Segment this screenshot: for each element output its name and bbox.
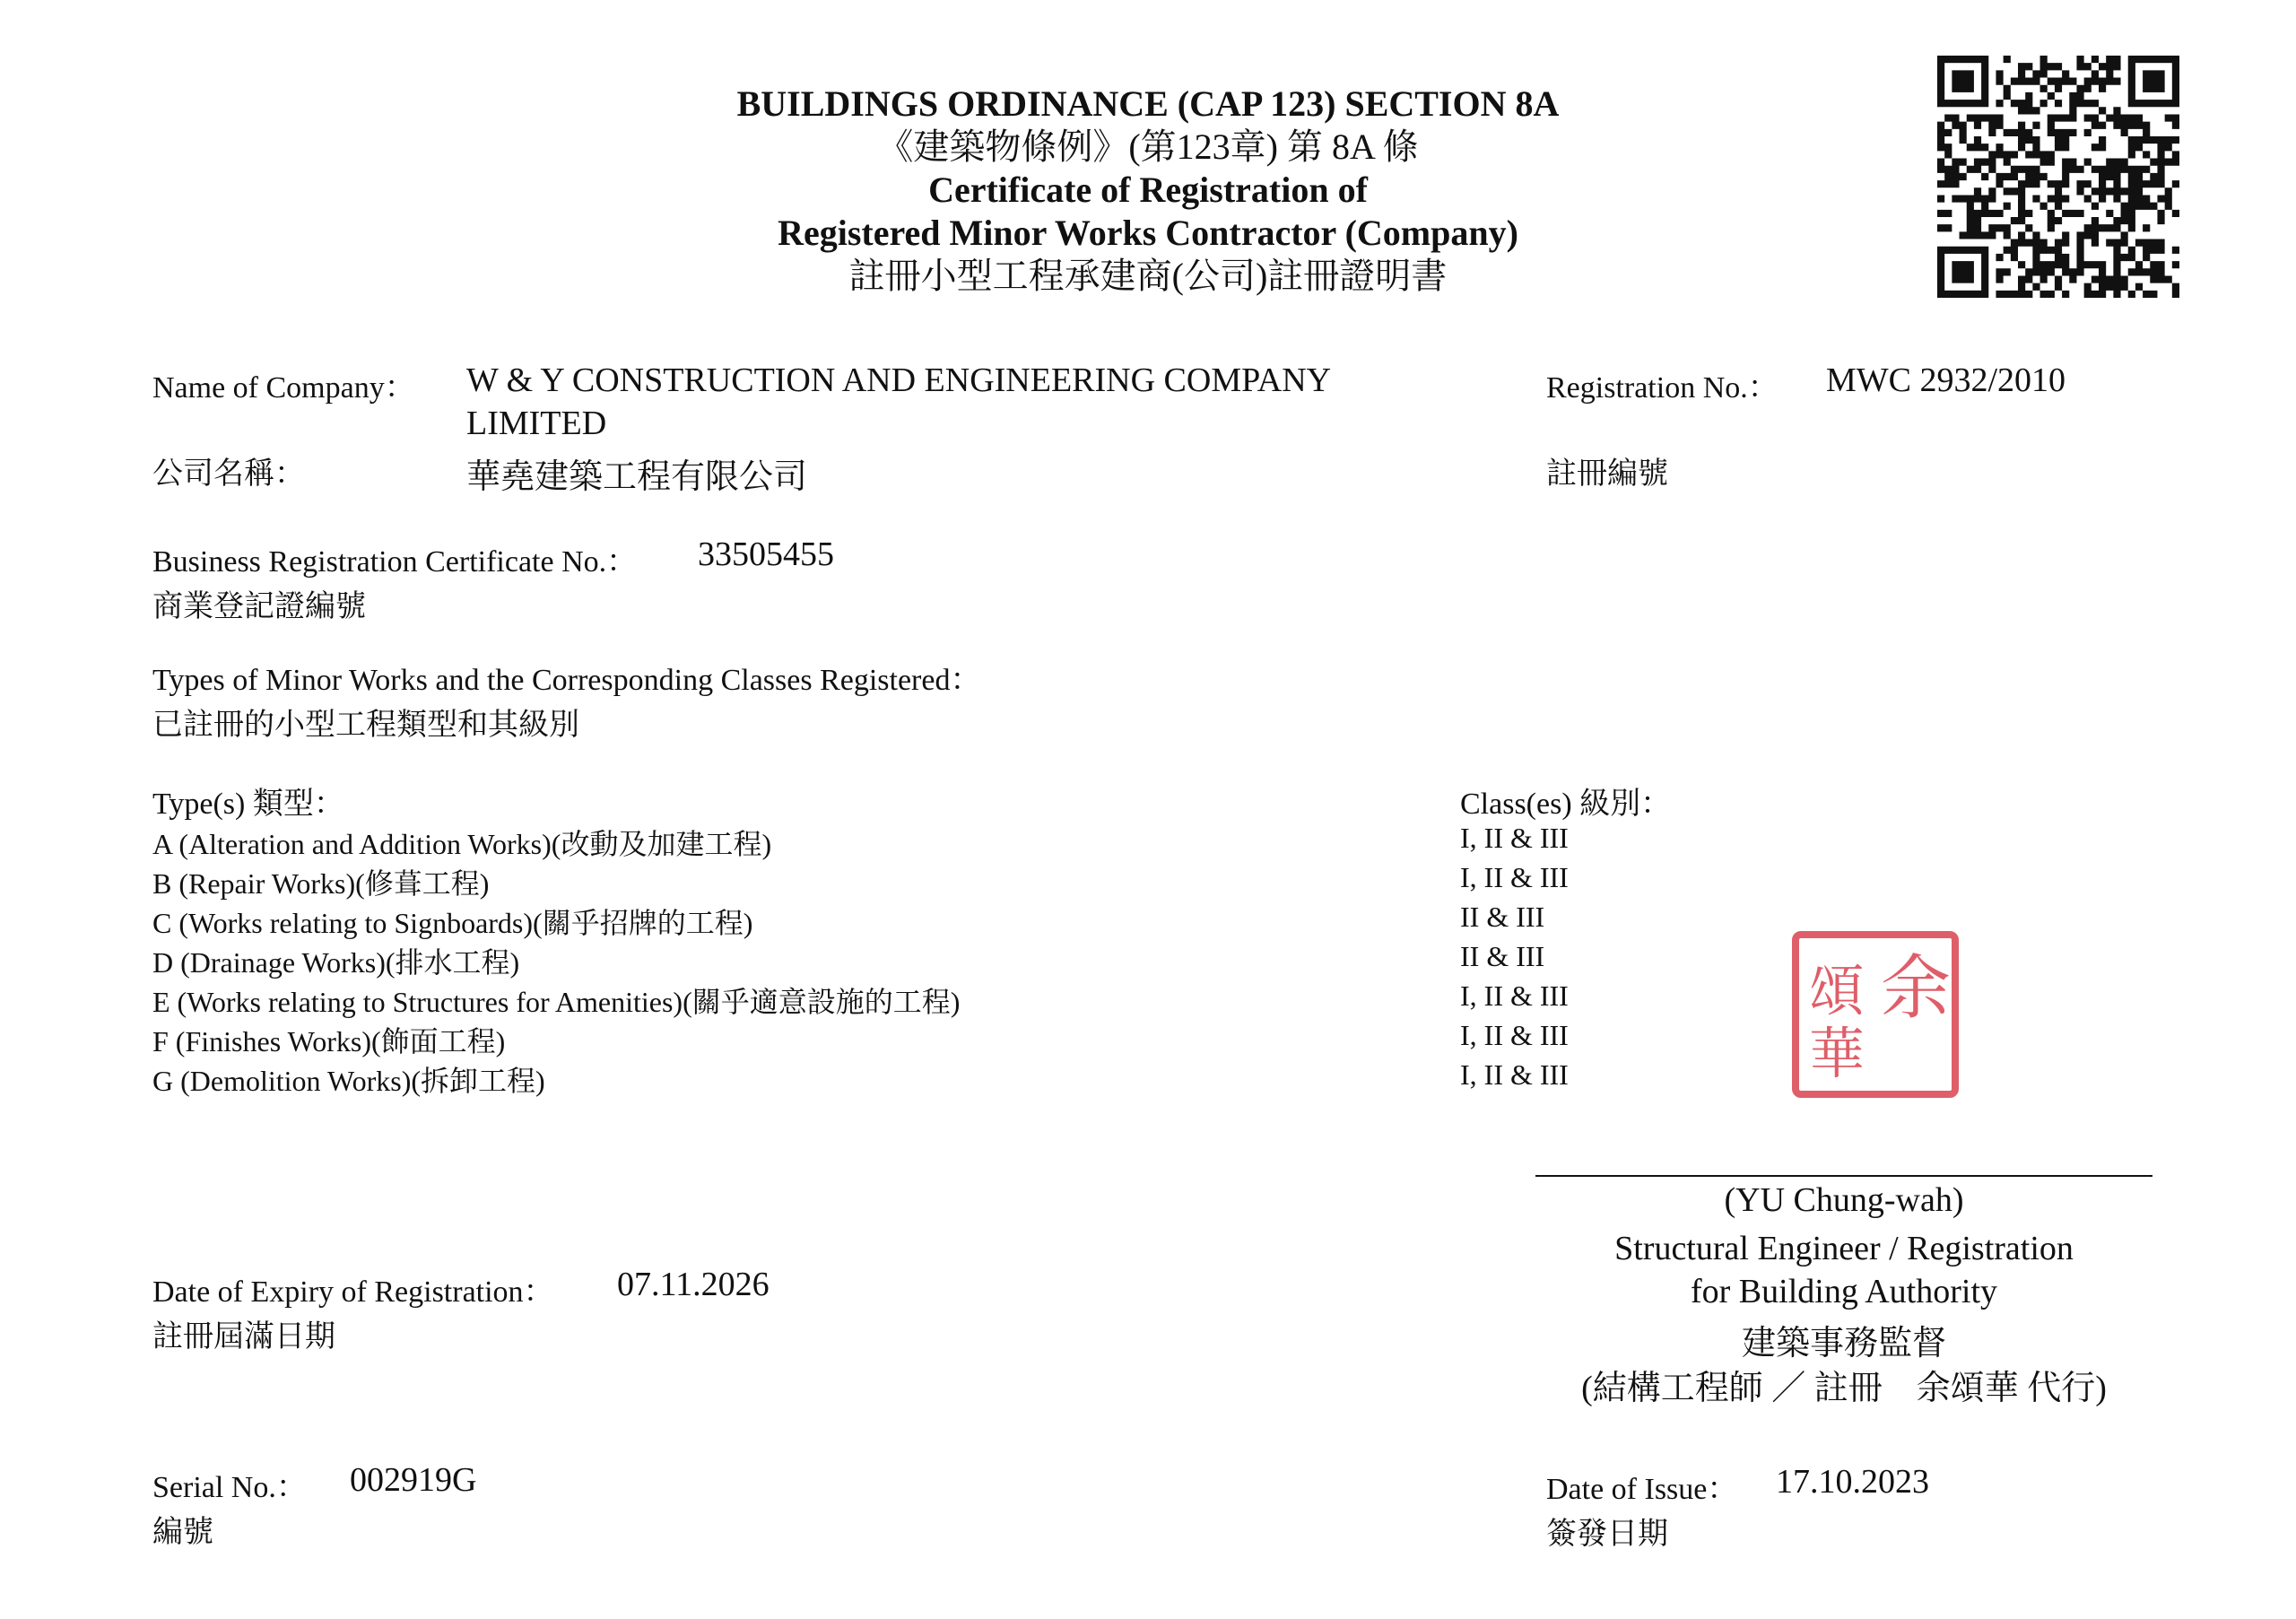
type-row-b: B (Repair Works)(修葺工程)	[152, 867, 490, 900]
type-row-g: G (Demolition Works)(拆卸工程)	[152, 1065, 545, 1097]
certificate-title-line1: Certificate of Registration of	[928, 170, 1368, 210]
type-row-d: D (Drainage Works)(排水工程)	[152, 946, 520, 979]
class-row-g: I, II & III	[1460, 1058, 1569, 1091]
svg-text:頌: 頌	[1808, 958, 1866, 1023]
expiry-date-value: 07.11.2026	[617, 1266, 770, 1303]
class-row-c: II & III	[1460, 901, 1545, 933]
company-name-label: Name of Company：	[152, 371, 415, 405]
company-name-zh-value: 華堯建築工程有限公司	[466, 458, 808, 496]
company-name-value-line2: LIMITED	[466, 405, 607, 442]
issue-date-label: Date of Issue：	[1546, 1473, 1738, 1506]
type-column-header: Type(s) 類型：	[152, 788, 344, 821]
type-row-f: F (Finishes Works)(飾面工程)	[152, 1025, 506, 1058]
signatory-title-line1: Structural Engineer / Registration	[1614, 1230, 2074, 1267]
official-seal-stamp	[1790, 929, 1961, 1100]
type-row-c: C (Works relating to Signboards)(關乎招牌的工程)	[152, 907, 753, 939]
class-row-f: I, II & III	[1460, 1019, 1569, 1051]
svg-text:余: 余	[1880, 948, 1952, 1029]
signatory-title-zh: 建築事務監督	[1741, 1325, 1946, 1362]
expiry-date-label-zh: 註冊屆滿日期	[152, 1320, 335, 1354]
registration-no-label-zh: 註冊編號	[1546, 457, 1668, 491]
company-name-label-zh: 公司名稱：	[152, 457, 305, 491]
br-cert-value: 33505455	[698, 535, 834, 573]
br-cert-label: Business Registration Certificate No.：	[152, 545, 638, 579]
signatory-note-zh: (結構工程師 ／ 註冊 余頌華 代行)	[1581, 1370, 2107, 1407]
ordinance-title: BUILDINGS ORDINANCE (CAP 123) SECTION 8A	[736, 83, 1560, 124]
svg-text:華: 華	[1808, 1021, 1866, 1086]
ordinance-title-zh: 《建築物條例》(第123章) 第 8A 條	[877, 126, 1419, 167]
class-row-d: II & III	[1460, 940, 1545, 972]
qr-code-icon	[1937, 56, 2179, 298]
type-row-a: A (Alteration and Addition Works)(改動及加建工程)	[152, 828, 772, 860]
class-row-e: I, II & III	[1460, 979, 1569, 1012]
serial-no-label: Serial No.：	[152, 1471, 307, 1504]
signature-line	[1535, 1175, 2152, 1177]
issue-date-label-zh: 簽發日期	[1546, 1518, 1668, 1551]
serial-no-label-zh: 編號	[152, 1516, 213, 1549]
company-name-value-line1: W & Y CONSTRUCTION AND ENGINEERING COMPANY	[466, 361, 1332, 399]
registration-no-label: Registration No.：	[1546, 371, 1779, 405]
signatory-name: (YU Chung-wah)	[1724, 1181, 1964, 1219]
type-row-e: E (Works relating to Structures for Amenities)(關乎適意設施的工程)	[152, 986, 961, 1018]
certificate-title-zh: 註冊小型工程承建商(公司)註冊證明書	[848, 256, 1448, 296]
issue-date-value: 17.10.2023	[1776, 1463, 1929, 1501]
expiry-date-label: Date of Expiry of Registration：	[152, 1275, 554, 1309]
types-heading-zh: 已註冊的小型工程類型和其級別	[152, 709, 579, 742]
types-heading: Types of Minor Works and the Corresponding Classes Registered：	[152, 664, 981, 697]
registration-no-value: MWC 2932/2010	[1826, 361, 2066, 399]
certificate-title-line2: Registered Minor Works Contractor (Company)	[778, 213, 1518, 253]
br-cert-label-zh: 商業登記證編號	[152, 590, 366, 623]
class-column-header: Class(es) 級別：	[1460, 788, 1672, 821]
signatory-title-line2: for Building Authority	[1691, 1273, 1997, 1310]
class-row-a: I, II & III	[1460, 822, 1569, 854]
serial-no-value: 002919G	[350, 1461, 477, 1499]
class-row-b: I, II & III	[1460, 861, 1569, 893]
